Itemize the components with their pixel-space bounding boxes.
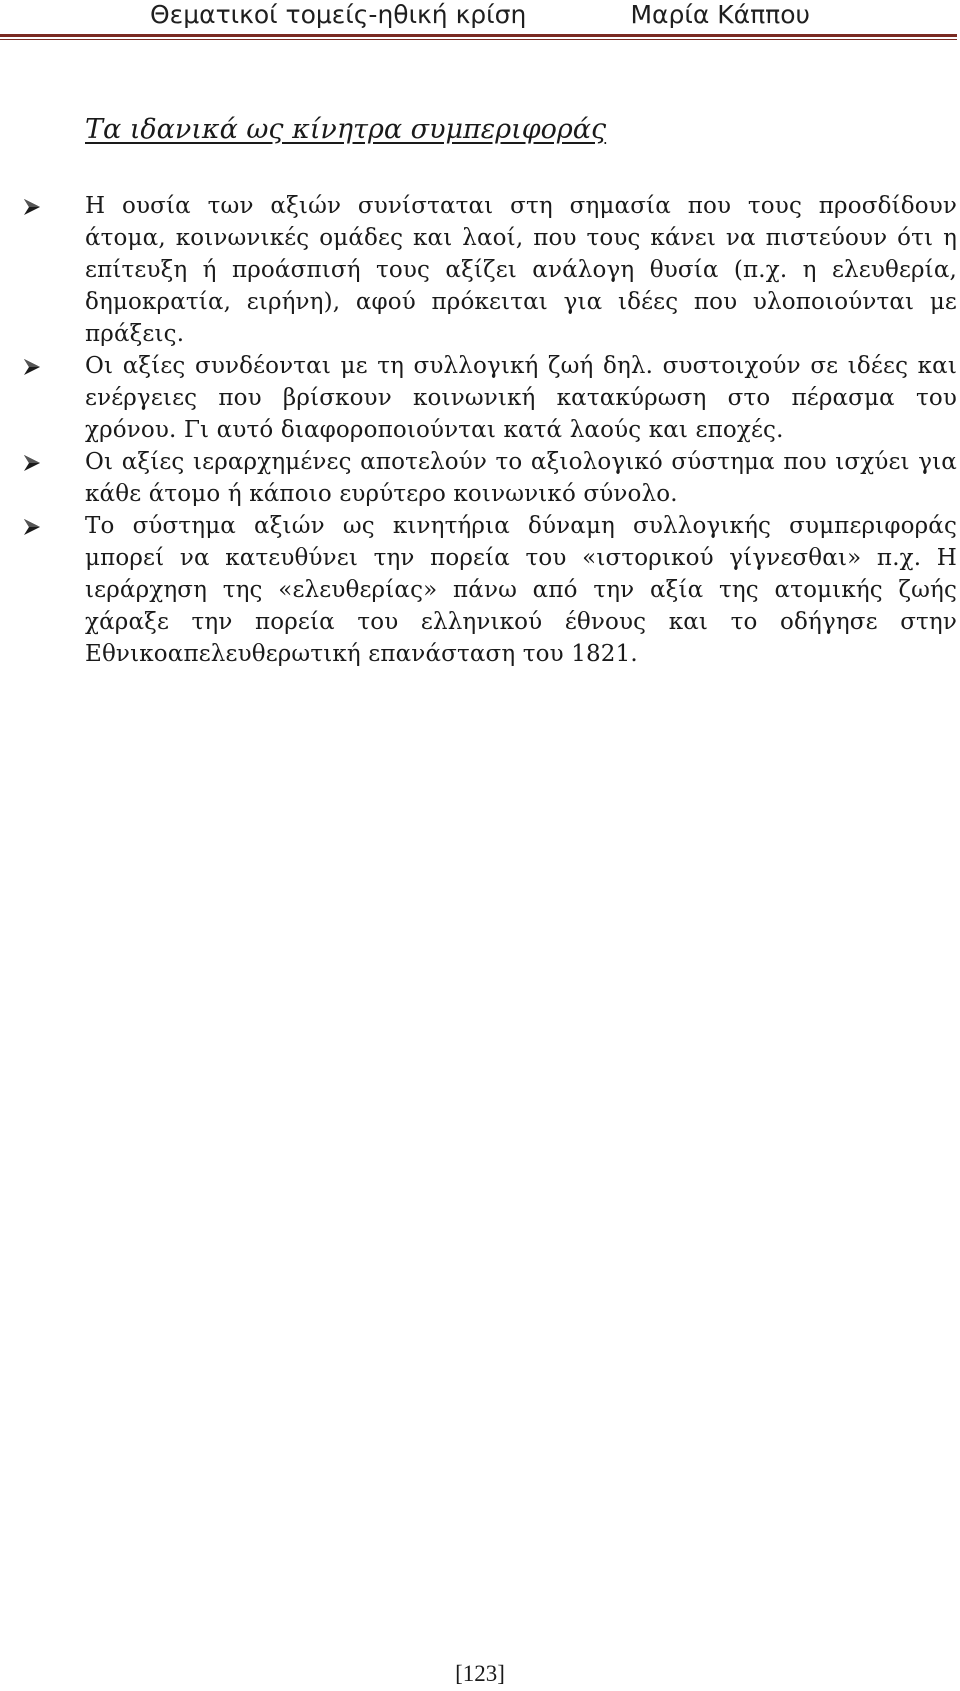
bullet-text: Το σύστημα αξιών ως κινητήρια δύναμη συλλογικής συμπεριφοράς μπορεί να κατευθύνει την πορεία του «ιστορικού γίγνεσθαι» π.χ. Η ιεράρχηση της «ελευθερίας» πάνω από την αξία της ατομικής ζωής χάραξε την πορεία του ελληνικού έθνους και το οδήγησε στην Εθνικοαπελευθερωτική επανάσταση του 1821. xyxy=(85,513,957,667)
arrowhead-bullet-icon xyxy=(23,510,43,542)
bullet-item xyxy=(85,510,957,670)
bullet-item xyxy=(85,190,957,350)
arrowhead-bullet-icon xyxy=(23,350,43,382)
arrowhead-bullet-icon xyxy=(23,446,43,478)
bullet-text: Η ουσία των αξιών συνίσταται στη σημασία που τους προσδίδουν άτομα, κοινωνικές ομάδες και λαοί, που τους κάνει να πιστεύουν ότι η επίτευξη ή προάσπισή τους αξίζει ανάλογη θυσία (π.χ. η ελευθερία, δημοκρατία, ειρήνη), αφού πρόκειται για ιδέες που υλοποιούνται με πράξεις. xyxy=(85,193,957,347)
bullet-text: Οι αξίες συνδέονται με τη συλλογική ζωή δηλ. συστοιχούν σε ιδέες και ενέργειες που βρίσκουν κοινωνική κατακύρωση στο πέρασμα του χρόνου. Γι αυτό διαφοροποιούνται κατά λαούς και εποχές. xyxy=(85,353,957,443)
header-text-row xyxy=(150,0,810,30)
page-content xyxy=(85,110,957,670)
bullet-item xyxy=(85,446,957,510)
bullet-list xyxy=(85,190,957,670)
bullet-text: Οι αξίες ιεραρχημένες αποτελούν το αξιολογικό σύστημα που ισχύει για κάθε άτομο ή κάποιο ευρύτερο κοινωνικό σύνολο. xyxy=(85,449,957,507)
header-author: Μαρία Κάππου xyxy=(630,0,810,29)
header-rule xyxy=(0,34,957,37)
page-number: [123] xyxy=(455,1661,505,1686)
page-header xyxy=(0,0,960,44)
header-title: Θεματικοί τομείς-ηθική κρίση xyxy=(150,0,527,29)
header-rule-thin xyxy=(0,39,957,40)
section-title: Τα ιδανικά ως κίνητρα συμπεριφοράς xyxy=(85,114,607,145)
bullet-item xyxy=(85,350,957,446)
arrowhead-bullet-icon xyxy=(23,190,43,222)
